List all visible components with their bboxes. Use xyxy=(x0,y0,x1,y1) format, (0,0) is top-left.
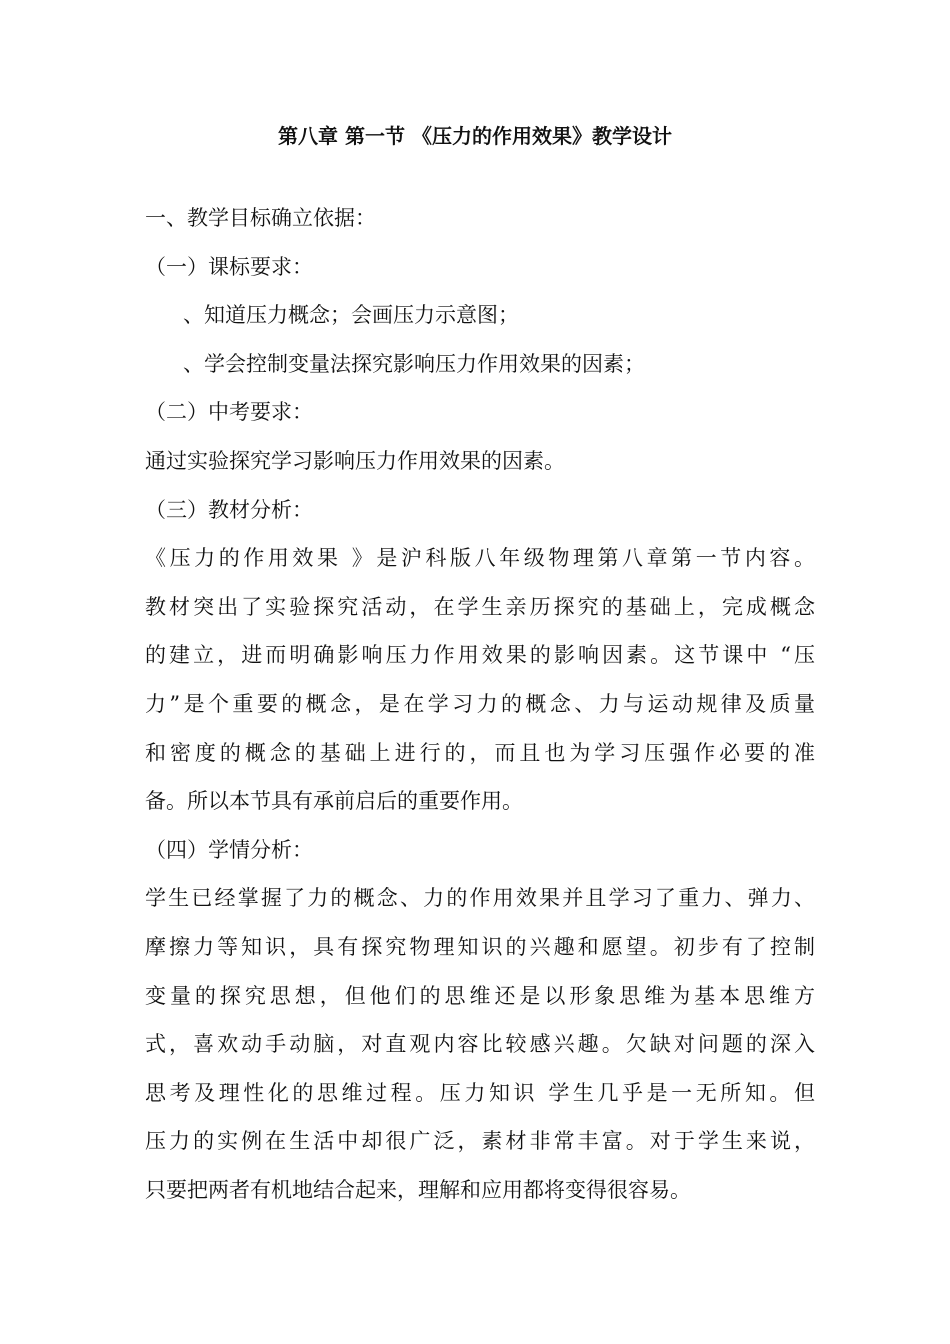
paragraph-line: 学生已经掌握了力的概念、力的作用效果并且学习了重力、弹力、 xyxy=(145,886,815,911)
paragraph-line: 思考及理性化的思维过程。压力知识 学生几乎是一无所知。但 xyxy=(145,1080,815,1105)
paragraph-line: 压力的实例在生活中却很广泛，素材非常丰富。对于学生来说， xyxy=(145,1129,815,1154)
subsection-heading-curriculum: （一）课标要求： xyxy=(145,254,313,279)
paragraph-line: 《压力的作用效果 》是沪科版八年级物理第八章第一节内容。 xyxy=(145,546,815,571)
paragraph-line: 和密度的概念的基础上进行的，而且也为学习压强作必要的准 xyxy=(145,740,815,765)
subsection-heading-exam: （二）中考要求： xyxy=(145,400,313,425)
paragraph-line: 力”是个重要的概念，是在学习力的概念、力与运动规律及质量 xyxy=(145,691,815,716)
paragraph-line: 教材突出了实验探究活动，在学生亲历探究的基础上，完成概念 xyxy=(145,594,815,619)
list-item: 、知道压力概念；会画压力示意图； xyxy=(183,303,519,328)
document-body xyxy=(145,194,815,1214)
subsection-heading-students: （四）学情分析： xyxy=(145,837,313,862)
document-title: 第八章 第一节 《压力的作用效果》教学设计 xyxy=(278,124,672,148)
subsection-heading-textbook: （三）教材分析： xyxy=(145,497,313,522)
paragraph-line: 备。所以本节具有承前启后的重要作用。 xyxy=(145,789,523,814)
paragraph-line: 摩擦力等知识，具有探究物理知识的兴趣和愿望。初步有了控制 xyxy=(145,934,815,959)
paragraph-line: 式，喜欢动手动脑，对直观内容比较感兴趣。欠缺对问题的深入 xyxy=(145,1032,815,1057)
paragraph-line: 变量的探究思想，但他们的思维还是以形象思维为基本思维方 xyxy=(145,983,815,1008)
paragraph-line: 通过实验探究学习影响压力作用效果的因素。 xyxy=(145,448,565,473)
paragraph-line: 的建立，进而明确影响压力作用效果的影响因素。这节课中 “压 xyxy=(145,643,815,668)
paragraph-line: 只要把两者有机地结合起来，理解和应用都将变得很容易。 xyxy=(145,1177,691,1202)
list-item: 、学会控制变量法探究影响压力作用效果的因素； xyxy=(183,351,645,376)
section-heading-1: 一、教学目标确立依据： xyxy=(145,206,376,230)
